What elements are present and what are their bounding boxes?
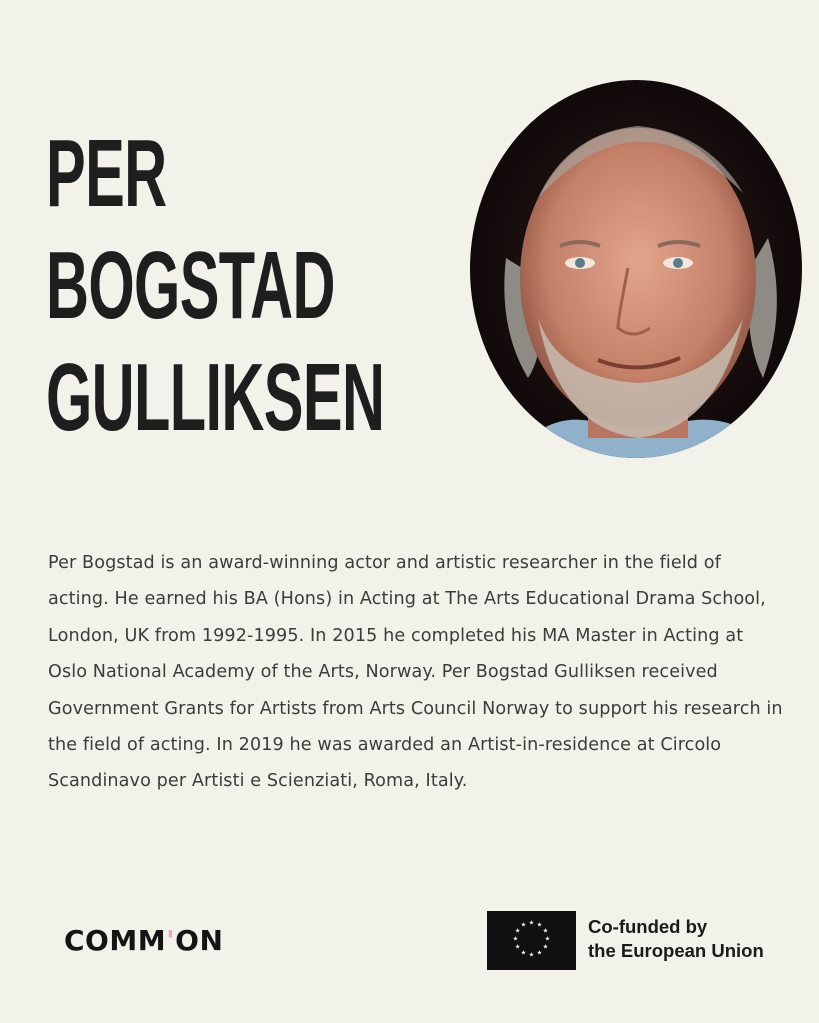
eu-funding-label <box>588 915 764 963</box>
svg-text:★: ★ <box>544 935 551 943</box>
svg-text:★: ★ <box>512 935 519 943</box>
svg-text:★: ★ <box>520 921 527 929</box>
svg-text:★: ★ <box>542 943 549 951</box>
svg-text:★: ★ <box>536 921 543 929</box>
common-logo <box>64 924 223 957</box>
eu-flag-icon <box>487 911 576 970</box>
logo-text-on: ON <box>175 924 224 957</box>
logo-text-comm: COMM <box>64 924 167 957</box>
eu-line-1: Co-funded by <box>588 916 708 937</box>
svg-text:★: ★ <box>528 919 535 927</box>
biography-text: Per Bogstad is an award-winning actor and artistic researcher in the field of acting. He earned his BA (Hons) in Acting at The Arts Educational Drama School, London, UK from 1992-1995. In 2015 he completed his MA Master in Acting at Oslo National Academy of the Arts, Norway. Per Bogstad Gulliksen received Government Grants for Artists from Arts Council Norway to support his research in the field of acting. In 2019 he was awarded an Artist-in-residence at Circolo Scandinavo per Artisti e Scienziati, Roma, Italy. <box>48 553 783 792</box>
portrait-photo <box>468 78 804 460</box>
name-line-1: PER <box>46 120 167 227</box>
svg-text:★: ★ <box>514 943 521 951</box>
svg-text:★: ★ <box>536 949 543 957</box>
eu-line-2: the European Union <box>588 940 764 961</box>
svg-text:★: ★ <box>520 949 527 957</box>
logo-accent: ' <box>166 924 176 957</box>
person-name <box>46 118 384 454</box>
svg-text:★: ★ <box>514 927 521 935</box>
name-line-3: GULLIKSEN <box>46 344 385 451</box>
svg-text:★: ★ <box>542 927 549 935</box>
name-line-2: BOGSTAD <box>46 232 335 339</box>
svg-text:★: ★ <box>528 951 535 959</box>
